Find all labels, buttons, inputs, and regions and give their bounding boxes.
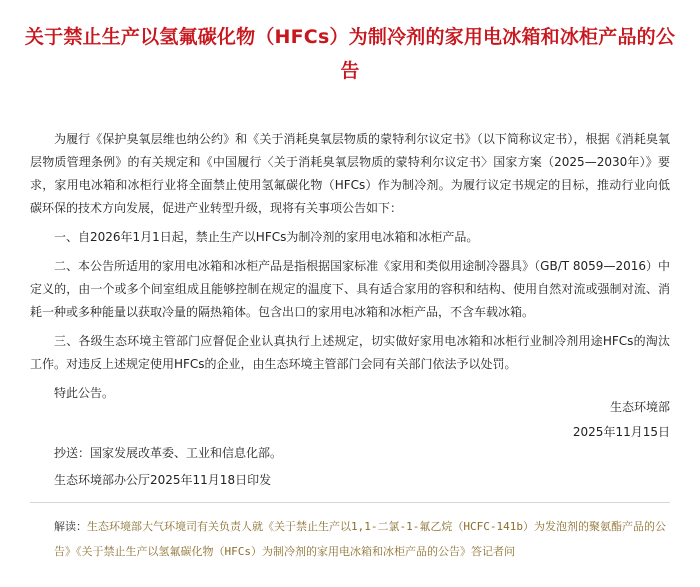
- issued-by-line: 生态环境部办公厅2025年11月18日印发: [54, 473, 272, 487]
- article-one: 一、自2026年1月1日起，禁止生产以HFCs为制冷剂的家用电冰箱和冰柜产品。: [54, 230, 479, 244]
- related-link-hfcs[interactable]: 《关于禁止生产以氢氟碳化物（HFCs）为制冷剂的家用电冰箱和冰柜产品的公告》答记者问: [76, 545, 515, 558]
- closing-statement: 特此公告。: [54, 386, 115, 400]
- signature-date: 2025年11月15日: [572, 425, 670, 439]
- related-interpretation: [54, 514, 670, 564]
- intro-paragraph: 为履行《保护臭氧层维也纳公约》和《关于消耗臭氧层物质的蒙特利尔议定书》（以下简称议定书），根据《消耗臭氧层物质管理条例》的有关规定和《中国履行〈关于消耗臭氧层物质的蒙特利尔议定书〉国家方案（2025—2030年）》要求，家用电冰箱和冰柜行业将全面禁止使用氢氟碳化物（HFCs）作为制冷剂。为履行议定书规定的目标，推动行业向低碳环保的技术方向发展，促进产业转型升级，现将有关事项公告如下：: [30, 132, 670, 215]
- announcement-body: [30, 128, 670, 411]
- related-link-hcfc[interactable]: 生态环境部大气环境司有关负责人就《关于禁止生产以1,1-二氯-1-氟乙烷（HCFC-141b）为发泡剂的聚氨酯产品的公告》: [54, 520, 666, 558]
- cc-line: 抄送：国家发展改革委、工业和信息化部。: [54, 446, 283, 460]
- signature-organization: 生态环境部: [609, 400, 670, 414]
- divider: [30, 502, 670, 503]
- related-label: 解读：: [54, 520, 87, 533]
- article-two: 二、本公告所适用的家用电冰箱和冰柜产品是指根据国家标准《家用和类似用途制冷器具》（GB/T 8059—2016）中定义的，由一个或多个间室组成且能够控制在规定的温度下、具有适合家用的容积和结构、使用自然对流或强制对流、消耗一种或多种能量以获取冷量的隔热箱体。包含出口的家用电冰箱和冰柜产品，不含车载冰箱。: [30, 259, 670, 319]
- page-title: 关于禁止生产以氢氟碳化物（HFCs）为制冷剂的家用电冰箱和冰柜产品的公告: [24, 26, 676, 82]
- article-three: 三、各级生态环境主管部门应督促企业认真执行上述规定，切实做好家用电冰箱和冰柜行业制冷剂用途HFCs的淘汰工作。对违反上述规定使用HFCs的企业，由生态环境主管部门会同有关部门依法予以处罚。: [30, 334, 670, 371]
